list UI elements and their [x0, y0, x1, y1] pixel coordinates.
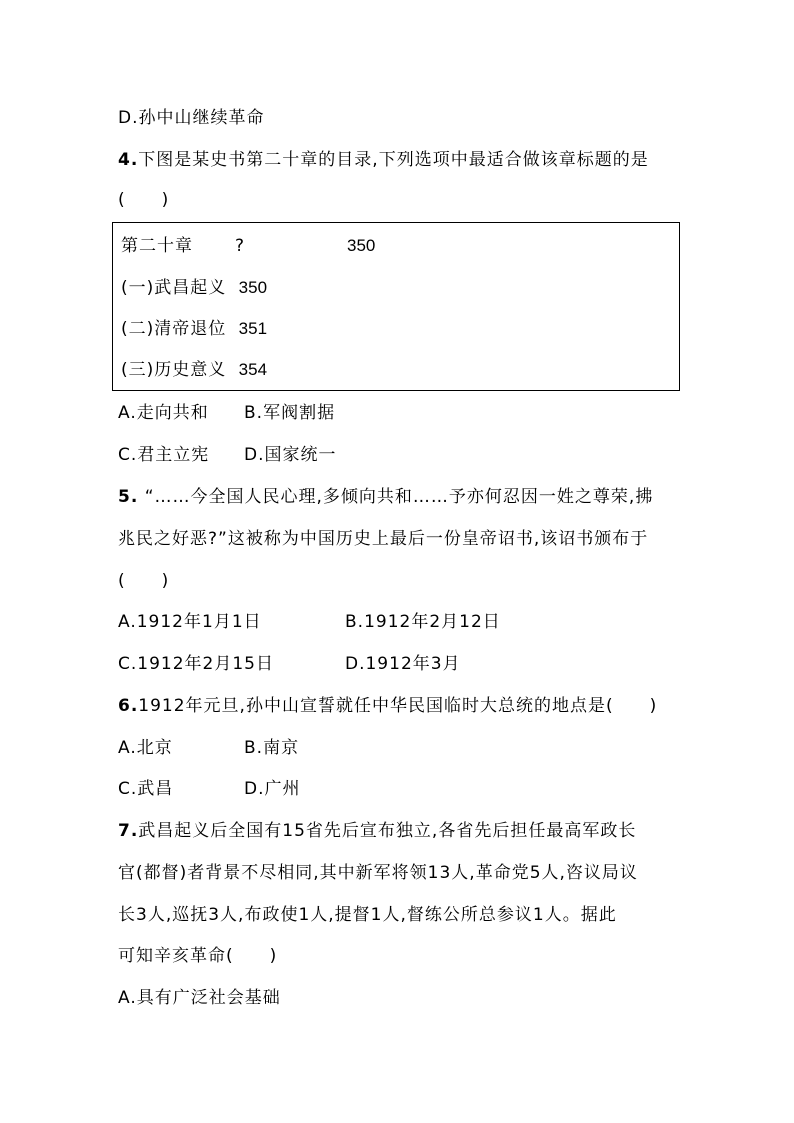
q6-option-d: D.广州	[244, 779, 301, 799]
q7-stem-1: 武昌起义后全国有15省先后宣布独立,各省先后担任最高军政长	[138, 821, 637, 841]
toc-item-2	[121, 317, 267, 341]
q7-stem-line-4: 可知辛亥革命( )	[118, 946, 278, 966]
toc-item-3	[121, 358, 267, 382]
q5-option-a: A.1912年1月1日	[118, 612, 262, 632]
q5-option-d: D.1912年3月	[345, 654, 461, 674]
q5-stem-line-2: 兆民之好恶?”这被称为中国历史上最后一份皇帝诏书,该诏书颁布于	[118, 529, 649, 549]
toc-item-label: (二)清帝退位	[121, 319, 227, 339]
q7-stem-line-3: 长3人,巡抚3人,布政使1人,提督1人,督练公所总参议1人。据此	[118, 905, 617, 925]
q6-number: 6.	[118, 696, 139, 716]
q4-stem-line	[118, 148, 649, 172]
toc-item-page: 354	[238, 360, 268, 379]
toc-chapter-label: 第二十章	[121, 236, 193, 256]
q5-option-b: B.1912年2月12日	[345, 612, 501, 632]
q7-option-a: A.具有广泛社会基础	[118, 988, 281, 1008]
q5-quote: “……今全国人民心理,多倾向共和……予亦何忍因一姓之尊荣,拂	[144, 487, 654, 507]
q4-number: 4.	[118, 150, 139, 170]
toc-title-mark: ?	[235, 236, 246, 256]
q4-option-b: B.军阀割据	[244, 403, 336, 423]
toc-item-1	[121, 276, 267, 300]
q7-stem-line-2: 官(都督)者背景不尽相同,其中新军将领13人,革命党5人,咨议局议	[118, 863, 638, 883]
q5-number: 5.	[118, 487, 139, 507]
q3-option-d: D.孙中山继续革命	[118, 108, 265, 128]
q4-option-c: C.君主立宪	[118, 445, 210, 465]
q4-option-d: D.国家统一	[244, 445, 337, 465]
q7-stem-line-1	[118, 819, 636, 843]
q4-stem: 下图是某史书第二十章的目录,下列选项中最适合做该章标题的是	[138, 150, 649, 170]
toc-item-label: (三)历史意义	[121, 360, 227, 380]
q4-option-a: A.走向共和	[118, 403, 209, 423]
toc-item-page: 351	[238, 319, 268, 338]
q5-answer-paren: ( )	[118, 571, 170, 591]
toc-item-page: 350	[238, 278, 268, 297]
q5-stem-line-1	[118, 485, 653, 509]
q6-option-a: A.北京	[118, 738, 173, 758]
q5-option-c: C.1912年2月15日	[118, 654, 274, 674]
q4-table-of-contents	[112, 222, 680, 391]
q6-stem-line	[118, 694, 657, 718]
q6-stem: 1912年元旦,孙中山宣誓就任中华民国临时大总统的地点是( )	[138, 696, 658, 716]
q4-answer-paren: ( )	[118, 190, 170, 210]
q6-option-b: B.南京	[244, 738, 300, 758]
toc-chapter-page: 350	[347, 236, 376, 255]
toc-chapter-row	[121, 234, 376, 258]
q6-option-c: C.武昌	[118, 779, 174, 799]
toc-item-label: (一)武昌起义	[121, 278, 227, 298]
q7-number: 7.	[118, 821, 139, 841]
